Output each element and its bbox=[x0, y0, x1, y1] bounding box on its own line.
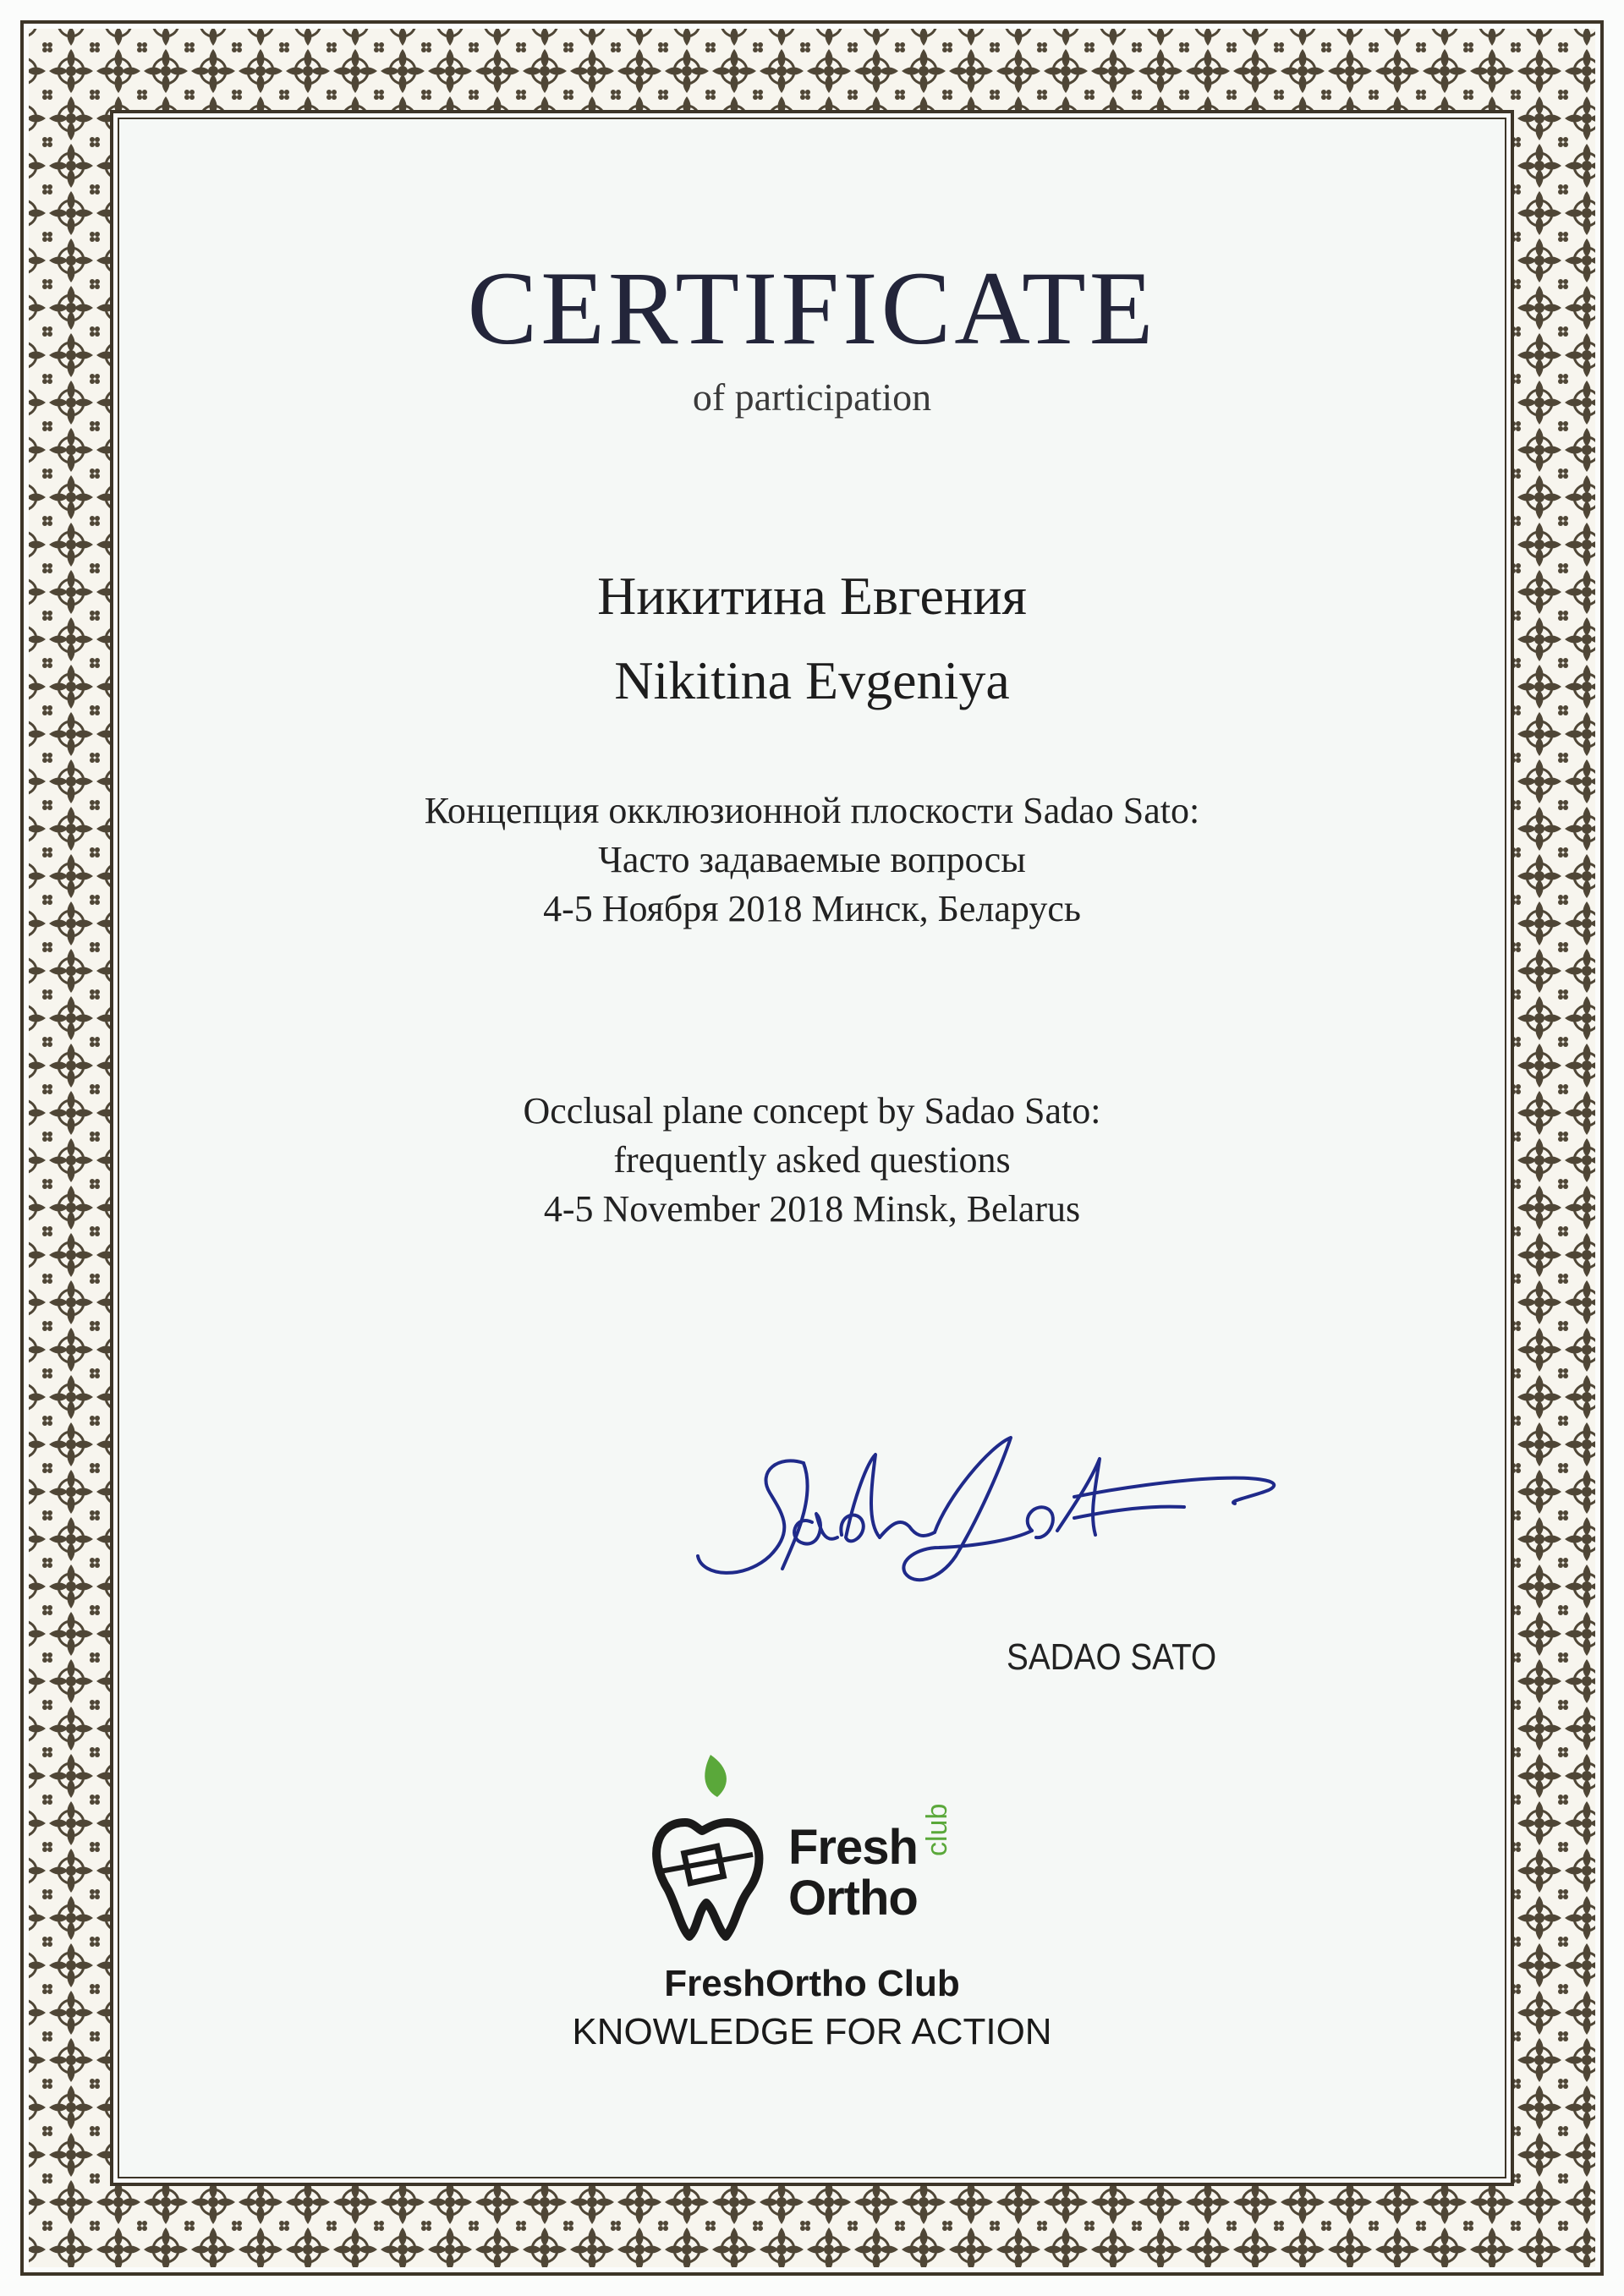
organization-name: FreshOrtho Club bbox=[664, 1963, 960, 2004]
course-en-line-3: 4-5 November 2018 Minsk, Belarus bbox=[543, 1188, 1081, 1230]
logo-word-club: club bbox=[921, 1803, 953, 1856]
course-en-line-2: frequently asked questions bbox=[613, 1139, 1011, 1181]
freshortho-logo bbox=[651, 1755, 990, 1941]
recipient-name-ru: Никитина Евгения bbox=[597, 566, 1027, 626]
course-ru-line-2: Часто задаваемые вопросы bbox=[598, 839, 1026, 880]
certificate-subtitle: of participation bbox=[692, 375, 932, 419]
signer-name: SADAO SATO bbox=[1007, 1636, 1217, 1678]
recipient-name-en: Nikitina Evgeniya bbox=[614, 650, 1010, 710]
certificate-title: CERTIFICATE bbox=[467, 250, 1157, 366]
course-ru-line-1: Концепция окклюзионной плоскости Sadao Sato: bbox=[424, 790, 1200, 831]
course-ru-line-3: 4-5 Ноября 2018 Минск, Беларусь bbox=[543, 888, 1081, 929]
handwritten-signature bbox=[677, 1429, 1303, 1598]
logo-word-ortho: Ortho bbox=[788, 1871, 918, 1926]
organization-motto: KNOWLEDGE FOR ACTION bbox=[572, 2011, 1052, 2052]
logo-word-fresh: Fresh bbox=[788, 1820, 918, 1875]
tooth-bracket-icon bbox=[651, 1755, 787, 1941]
course-en-line-1: Occlusal plane concept by Sadao Sato: bbox=[523, 1090, 1101, 1132]
